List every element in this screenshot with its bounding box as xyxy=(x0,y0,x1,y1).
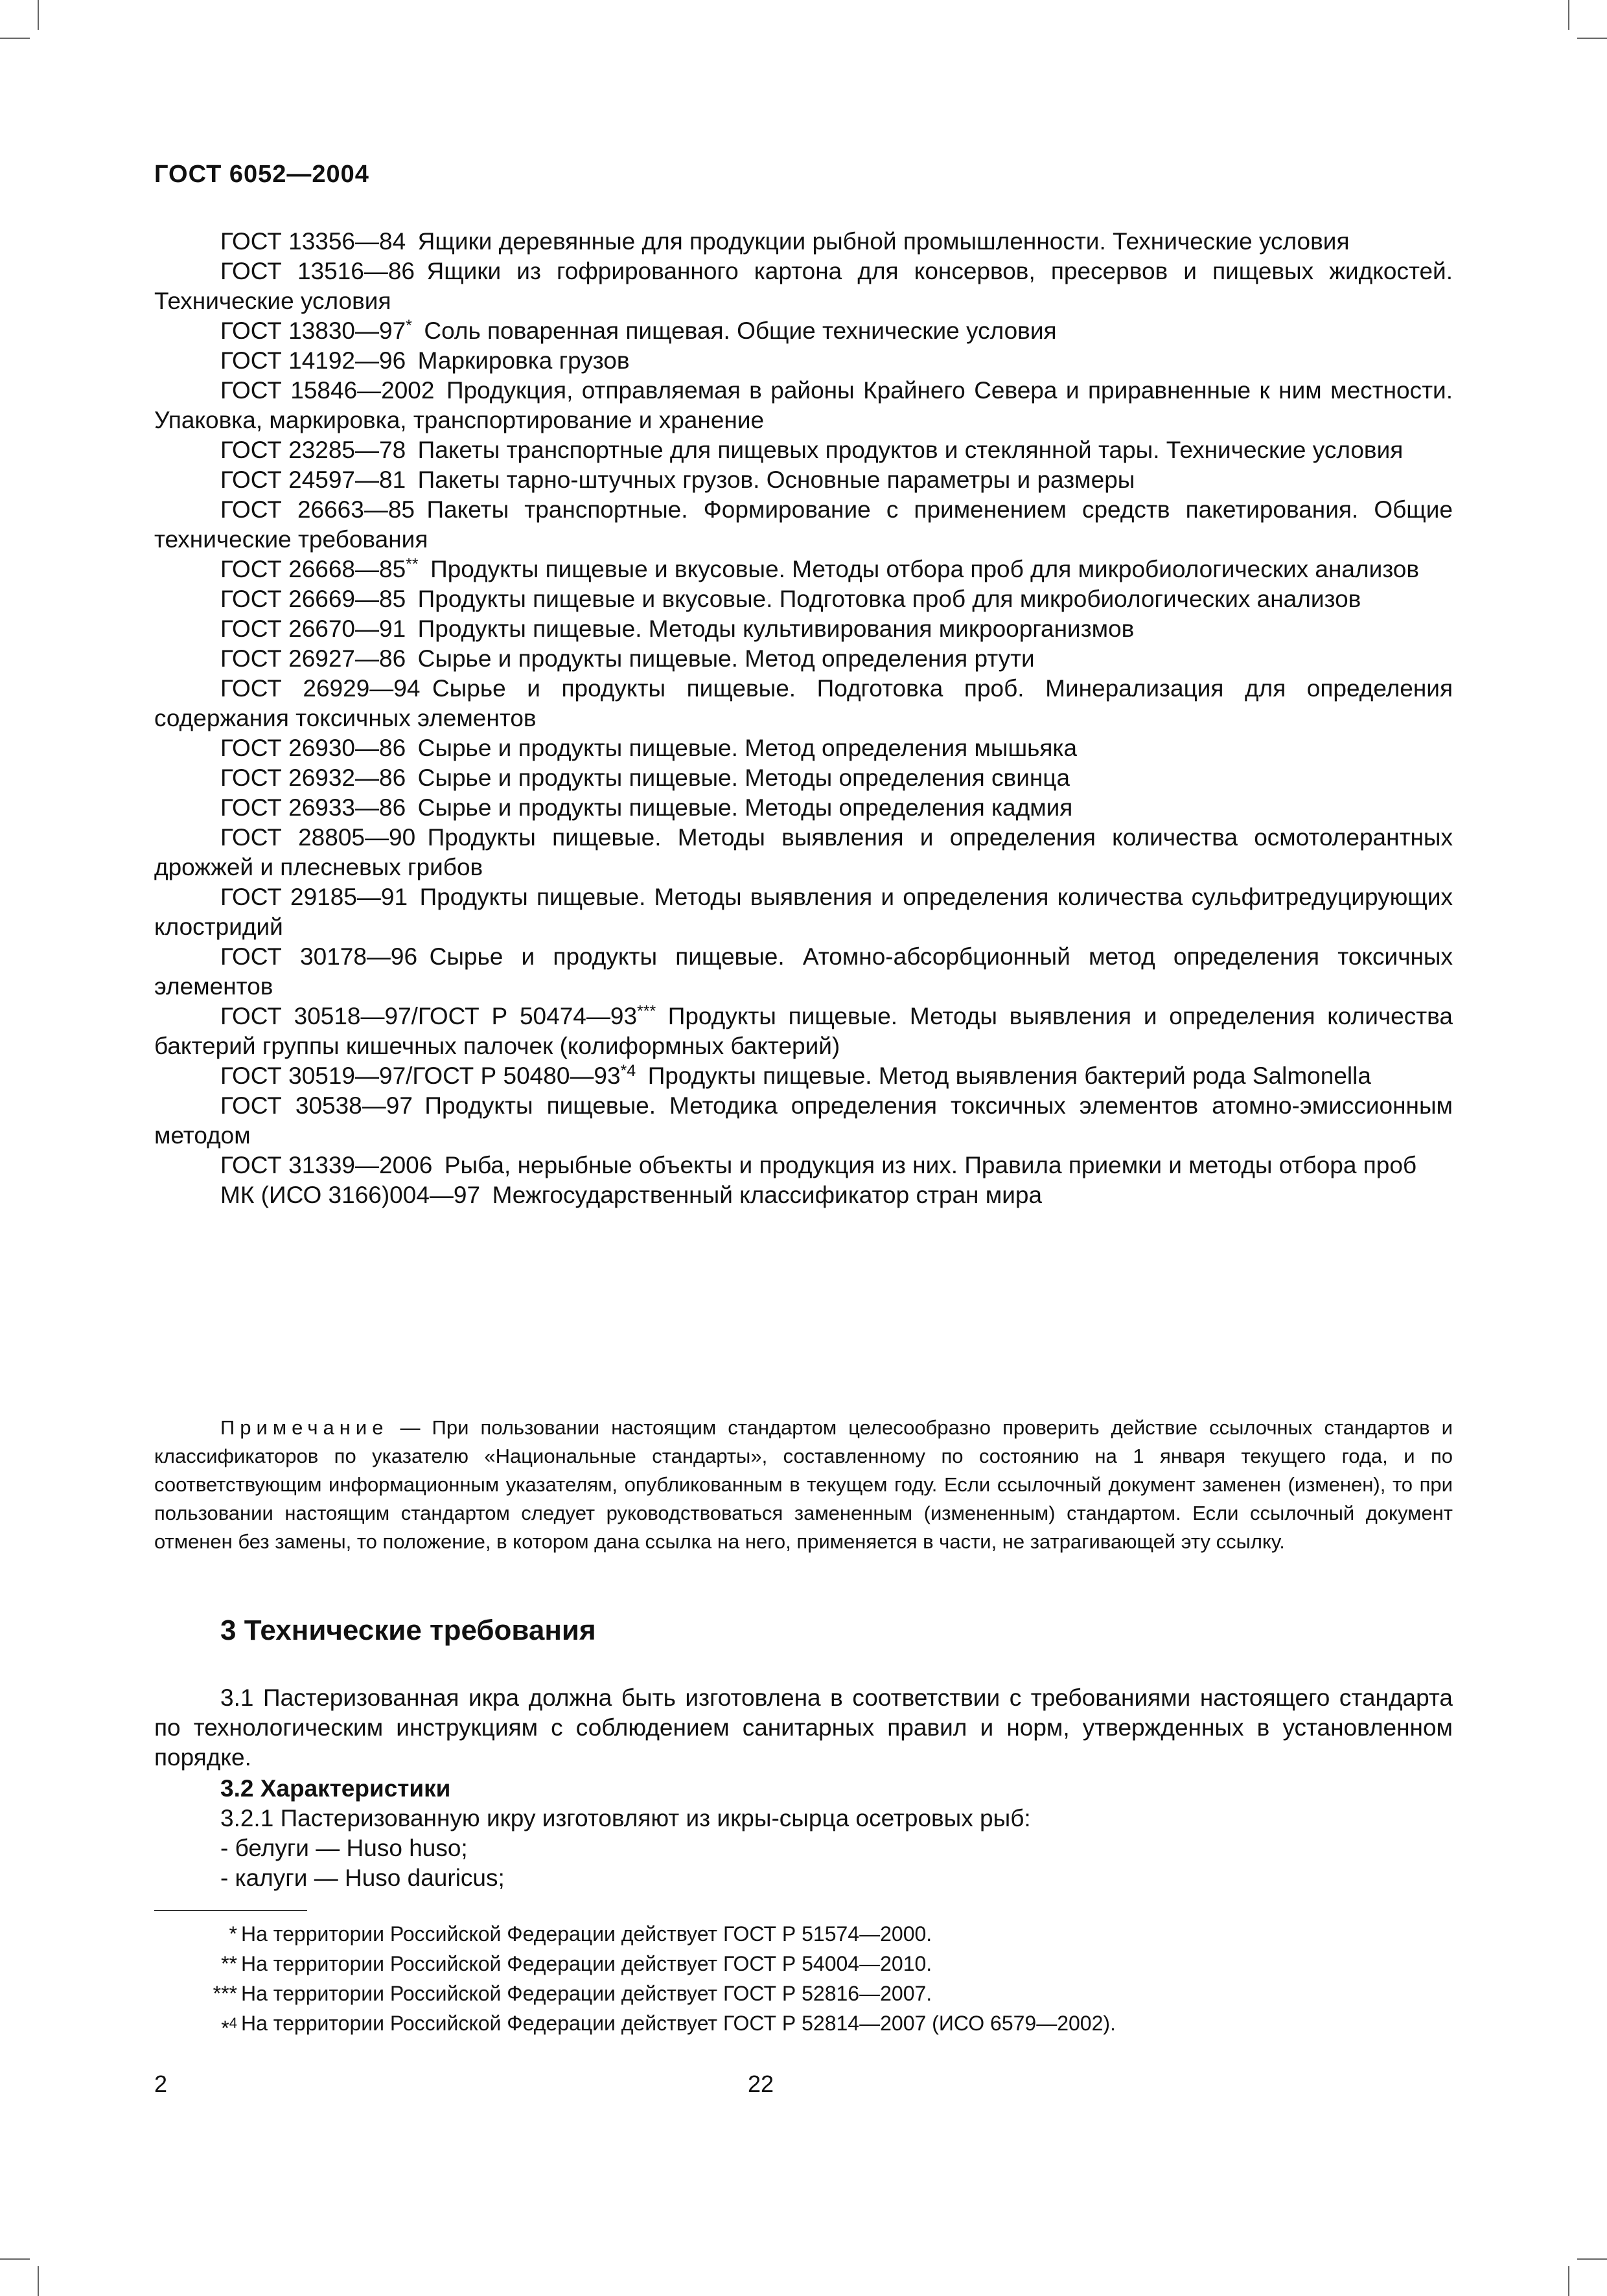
reference-footnote-mark: * xyxy=(406,317,412,335)
reference-code: ГОСТ 26670—91 xyxy=(220,615,406,642)
section-title: 3 Технические требования xyxy=(220,1614,596,1646)
footnote-text: На территории Российской Федерации действует ГОСТ Р 52814—2007 (ИСО 6579—2002). xyxy=(241,2012,1116,2035)
list-item: - белуги — Huso huso; xyxy=(220,1835,468,1861)
reference-item xyxy=(154,227,1453,257)
reference-code: МК (ИСО 3166)004—97 xyxy=(220,1182,481,1208)
reference-item xyxy=(154,1091,1453,1151)
reference-item xyxy=(154,465,1453,495)
reference-title: Сырье и продукты пищевые. Метод определения ртути xyxy=(417,645,1035,672)
crop-mark xyxy=(38,2266,39,2296)
footnote-mark-sup: 4 xyxy=(229,2015,237,2031)
reference-code: ГОСТ 26668—85 xyxy=(220,556,406,582)
reference-code: ГОСТ 28805—90 xyxy=(220,824,416,851)
crop-mark xyxy=(0,2258,30,2260)
footnote-divider xyxy=(154,1910,307,1911)
reference-item xyxy=(154,435,1453,465)
reference-code: ГОСТ 30538—97 xyxy=(220,1092,413,1119)
reference-item xyxy=(154,376,1453,435)
reference-item xyxy=(154,257,1453,316)
reference-title: Продукты пищевые и вкусовые. Подготовка проб для микробиологических анализов xyxy=(417,586,1361,612)
footnote xyxy=(154,2008,1385,2043)
footnote-mark xyxy=(154,1949,241,1979)
reference-item xyxy=(154,346,1453,376)
note-label: Примечание xyxy=(220,1416,389,1439)
reference-title: Сырье и продукты пищевые. Подготовка проб. Минерализация для определения содержания токсичных элементов xyxy=(154,675,1453,731)
reference-title: Продукты пищевые. Методы выявления и определения количества осмотолерантных дрожжей и плесневых грибов xyxy=(154,824,1453,880)
reference-title: Соль поваренная пищевая. Общие технические условия xyxy=(424,317,1057,344)
reference-title: Сырье и продукты пищевые. Методы определения кадмия xyxy=(417,794,1073,821)
reference-code: ГОСТ 26930—86 xyxy=(220,735,406,761)
paragraph-3-2-1: 3.2.1 Пастеризованную икру изготовляют из икры-сырца осетровых рыб: xyxy=(220,1805,1031,1831)
reference-title: Продукты пищевые. Методы выявления и определения количества сульфитредуцирующих клостридий xyxy=(154,884,1453,940)
reference-item xyxy=(154,823,1453,882)
reference-title: Продукты пищевые. Методы культивирования микроорганизмов xyxy=(417,615,1135,642)
reference-title: Продукты пищевые и вкусовые. Методы отбора проб для микробиологических анализов xyxy=(430,556,1420,582)
reference-item xyxy=(154,674,1453,733)
reference-code: ГОСТ 26663—85 xyxy=(220,496,415,523)
footnotes xyxy=(154,1919,1385,2043)
footnote-mark xyxy=(154,1919,241,1949)
reference-item xyxy=(154,584,1453,614)
sheet-number: 22 xyxy=(748,2071,774,2097)
reference-code: ГОСТ 30518—97/ГОСТ Р 50474—93 xyxy=(220,1003,638,1029)
reference-code: ГОСТ 31339—2006 xyxy=(220,1152,433,1178)
crop-mark xyxy=(1568,0,1569,30)
reference-item xyxy=(154,1061,1453,1091)
reference-item xyxy=(154,614,1453,644)
reference-code: ГОСТ 26927—86 xyxy=(220,645,406,672)
reference-code: ГОСТ 24597—81 xyxy=(220,466,406,493)
reference-code: ГОСТ 26929—94 xyxy=(220,675,421,702)
reference-code: ГОСТ 26932—86 xyxy=(220,764,406,791)
reference-item xyxy=(154,1180,1453,1210)
reference-code: ГОСТ 15846—2002 xyxy=(220,377,435,404)
footnote xyxy=(154,1919,1385,1949)
reference-title: Продукты пищевые. Метод выявления бактерий рода Salmonella xyxy=(647,1062,1371,1089)
reference-item xyxy=(154,1002,1453,1061)
list-item: - калуги — Huso dauricus; xyxy=(220,1865,505,1891)
reference-title: Продукты пищевые. Методы выявления и определения количества бактерий группы кишечных палочек (колиформных бактерий) xyxy=(154,1003,1453,1059)
footnote-text: На территории Российской Федерации действует ГОСТ Р 54004—2010. xyxy=(241,1952,932,1975)
reference-footnote-mark: *4 xyxy=(620,1062,636,1080)
crop-mark xyxy=(1577,38,1607,39)
reference-item xyxy=(154,793,1453,823)
footnote-mark-text: *** xyxy=(213,1982,237,2005)
reference-item xyxy=(154,733,1453,763)
footnote-mark xyxy=(154,1979,241,2008)
page-number: 2 xyxy=(154,2071,168,2097)
reference-code: ГОСТ 30178—96 xyxy=(220,943,418,970)
reference-title: Пакеты тарно-штучных грузов. Основные параметры и размеры xyxy=(417,466,1135,493)
reference-title: Межгосударственный классификатор стран мира xyxy=(492,1182,1043,1208)
reference-title: Рыба, нерыбные объекты и продукция из них. Правила приемки и методы отбора проб xyxy=(444,1152,1417,1178)
note-text: — При пользовании настоящим стандартом целесообразно проверить действие ссылочных стандартов и классификаторов по указателю «Национальные стандарты», составленному по состоянию на 1 января текущего года, и по соответствующим информационным указателям, опубликованным в текущем году. Если ссылочный документ заменен (изменен), то при пользовании настоящим стандартом следует руководствоваться замененным (измененным) стандартом. Если ссылочный документ отменен без замены, то положение, в котором дана ссылка на него, применяется в части, не затрагивающей эту ссылку. xyxy=(154,1416,1453,1553)
reference-item xyxy=(154,555,1453,584)
reference-code: ГОСТ 14192—96 xyxy=(220,347,406,374)
reference-title: Сырье и продукты пищевые. Методы определения свинца xyxy=(417,764,1070,791)
reference-code: ГОСТ 13356—84 xyxy=(220,228,406,255)
footnote-mark-text: * xyxy=(229,1922,237,1946)
reference-title: Продукция, отправляемая в районы Крайнего Севера и приравненные к ним местности. Упаковка, маркировка, транспортирование и хранение xyxy=(154,377,1453,433)
paragraph-3-1: 3.1 Пастеризованная икра должна быть изготовлена в соответствии с требованиями настоящего стандарта по технологическим инструкциям с соблюдением санитарных правил и норм, утвержденных в установленном порядке. xyxy=(154,1684,1453,1771)
reference-item xyxy=(154,644,1453,674)
reference-title: Продукты пищевые. Методика определения токсичных элементов атомно-эмиссионным методом xyxy=(154,1092,1453,1149)
footnote-mark xyxy=(154,2008,241,2043)
footnote-text: На территории Российской Федерации действует ГОСТ Р 52816—2007. xyxy=(241,1982,932,2005)
reference-title: Ящики деревянные для продукции рыбной промышленности. Технические условия xyxy=(417,228,1350,255)
footnote-mark-text: * xyxy=(221,2016,229,2040)
reference-title: Пакеты транспортные. Формирование с применением средств пакетирования. Общие технические требования xyxy=(154,496,1453,553)
reference-title: Ящики из гофрированного картона для консервов, пресервов и пищевых жидкостей. Технические условия xyxy=(154,258,1453,314)
reference-code: ГОСТ 23285—78 xyxy=(220,437,406,463)
reference-code: ГОСТ 29185—91 xyxy=(220,884,408,910)
reference-footnote-mark: *** xyxy=(637,1002,656,1020)
normative-references-list xyxy=(154,227,1453,1210)
reference-code: ГОСТ 26933—86 xyxy=(220,794,406,821)
page-header-doc-code: ГОСТ 6052—2004 xyxy=(154,161,369,188)
reference-title: Сырье и продукты пищевые. Атомно-абсорбционный метод определения токсичных элементов xyxy=(154,943,1453,1000)
reference-item xyxy=(154,316,1453,346)
footnote xyxy=(154,1979,1385,2008)
crop-mark xyxy=(38,0,39,30)
subsection-title: 3.2 Характеристики xyxy=(220,1775,451,1802)
note-paragraph xyxy=(154,1414,1453,1556)
reference-footnote-mark: ** xyxy=(406,555,419,573)
crop-mark xyxy=(1568,2266,1569,2296)
reference-code: ГОСТ 13830—97 xyxy=(220,317,406,344)
footnote-mark-text: ** xyxy=(221,1952,237,1975)
reference-title: Маркировка грузов xyxy=(417,347,630,374)
reference-code: ГОСТ 13516—86 xyxy=(220,258,415,284)
reference-item xyxy=(154,495,1453,555)
footnote-text: На территории Российской Федерации действует ГОСТ Р 51574—2000. xyxy=(241,1922,932,1946)
reference-item xyxy=(154,882,1453,942)
reference-item xyxy=(154,763,1453,793)
reference-item xyxy=(154,942,1453,1002)
crop-mark xyxy=(1577,2258,1607,2260)
crop-mark xyxy=(0,38,30,39)
reference-code: ГОСТ 30519—97/ГОСТ Р 50480—93 xyxy=(220,1062,621,1089)
reference-code: ГОСТ 26669—85 xyxy=(220,586,406,612)
reference-item xyxy=(154,1151,1453,1180)
footnote xyxy=(154,1949,1385,1979)
reference-title: Сырье и продукты пищевые. Метод определения мышьяка xyxy=(417,735,1078,761)
reference-title: Пакеты транспортные для пищевых продуктов и стеклянной тары. Технические условия xyxy=(417,437,1404,463)
